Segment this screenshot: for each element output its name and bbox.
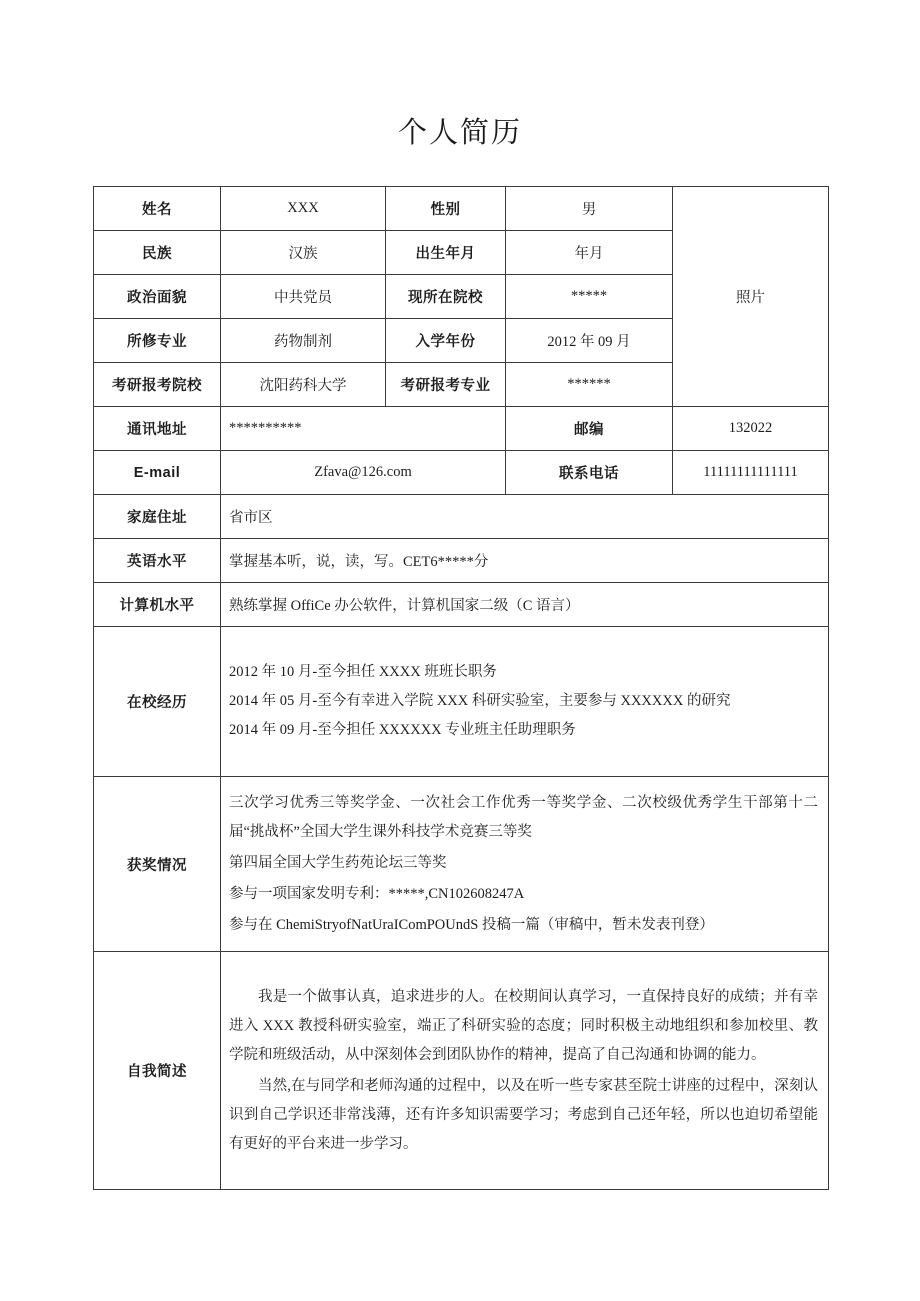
table-row-school-experience	[94, 627, 829, 777]
value-major: 药物制剂	[221, 319, 386, 363]
label-home-address: 家庭住址	[94, 495, 221, 539]
label-current-school: 现所在院校	[386, 275, 506, 319]
value-zip-code: 132022	[673, 407, 829, 451]
value-self-description	[221, 952, 829, 1190]
table-row-computer-level	[94, 583, 829, 627]
label-computer-level: 计算机水平	[94, 583, 221, 627]
table-row-home-address	[94, 495, 829, 539]
label-phone: 联系电话	[506, 451, 673, 495]
value-phone: 11111111111111	[673, 451, 829, 495]
self-description-paragraph: 当然,在与同学和老师沟通的过程中，以及在听一些专家甚至院士讲座的过程中，深刻认识到自己学识还非常浅薄，还有许多知识需要学习；考虑到自己还年轻，所以也迫切希望能有更好的平台来进一步学习。	[229, 1077, 818, 1152]
value-current-school: *****	[506, 275, 673, 319]
label-mailing-address: 通讯地址	[94, 407, 221, 451]
label-zip-code: 邮编	[506, 407, 673, 451]
self-description-paragraph: 我是一个做事认真，追求进步的人。在校期间认真学习，一直保持良好的成绩；并有幸进入 XXX 教授科研实验室，端正了科研实验的态度；同时积极主动地组织和参加校里、教学院和班级活动，从中深刻体会到团队协作的精神，提高了自己沟通和协调的能力。	[229, 988, 818, 1063]
label-exam-major: 考研报考专业	[386, 363, 506, 407]
label-gender: 性别	[386, 187, 506, 231]
value-awards	[221, 777, 829, 952]
value-political-status: 中共党员	[221, 275, 386, 319]
value-ethnicity: 汉族	[221, 231, 386, 275]
table-row-awards	[94, 777, 829, 952]
value-birth-date: 年月	[506, 231, 673, 275]
value-computer-level: 熟练掌握 OffiCe 办公软件，计算机国家二级（C 语言）	[221, 583, 829, 627]
table-row-mailing-address	[94, 407, 829, 451]
value-exam-major: ******	[506, 363, 673, 407]
value-english-level: 掌握基本听，说，读，写。CET6*****分	[221, 539, 829, 583]
value-name: XXX	[221, 187, 386, 231]
label-english-level: 英语水平	[94, 539, 221, 583]
award-line: 参与在 ChemiStryofNatUraIComPOUndS 投稿一篇（审稿中，暂未发表刊登）	[229, 916, 714, 933]
label-enrollment-year: 入学年份	[386, 319, 506, 363]
experience-line: 2012 年 10 月-至今担任 XXXX 班班长职务	[229, 664, 497, 680]
resume-table	[93, 186, 829, 1190]
label-email: E-mail	[94, 451, 221, 495]
value-gender: 男	[506, 187, 673, 231]
label-political-status: 政治面貌	[94, 275, 221, 319]
photo-placeholder: 照片	[673, 187, 829, 407]
experience-line: 2014 年 09 月-至今担任 XXXXXX 专业班主任助理职务	[229, 722, 576, 738]
table-row-email	[94, 451, 829, 495]
award-line: 第四届全国大学生药苑论坛三等奖	[229, 854, 447, 871]
label-ethnicity: 民族	[94, 231, 221, 275]
value-exam-school: 沈阳药科大学	[221, 363, 386, 407]
award-line: 三次学习优秀三等奖学金、一次社会工作优秀一等奖学金、二次校级优秀学生干部第十二届“挑战杯”全国大学生课外科技学术竞赛三等奖	[229, 794, 818, 840]
table-row-name	[94, 187, 829, 231]
label-major: 所修专业	[94, 319, 221, 363]
label-self-description: 自我简述	[94, 952, 221, 1190]
label-exam-school: 考研报考院校	[94, 363, 221, 407]
award-line: 参与一项国家发明专利：*****,CN102608247A	[229, 885, 525, 902]
label-school-experience: 在校经历	[94, 627, 221, 777]
label-birth-date: 出生年月	[386, 231, 506, 275]
value-mailing-address: **********	[221, 407, 506, 451]
experience-line: 2014 年 05 月-至今有幸进入学院 XXX 科研实验室，主要参与 XXXXXX 的研究	[229, 693, 731, 709]
table-row-english-level	[94, 539, 829, 583]
value-enrollment-year: 2012 年 09 月	[506, 319, 673, 363]
label-awards: 获奖情况	[94, 777, 221, 952]
page-title: 个人简历	[397, 117, 522, 149]
value-school-experience	[221, 627, 829, 777]
label-name: 姓名	[94, 187, 221, 231]
value-home-address: 省市区	[221, 495, 829, 539]
value-email: Zfava@126.com	[221, 451, 506, 495]
table-row-self-description	[94, 952, 829, 1190]
